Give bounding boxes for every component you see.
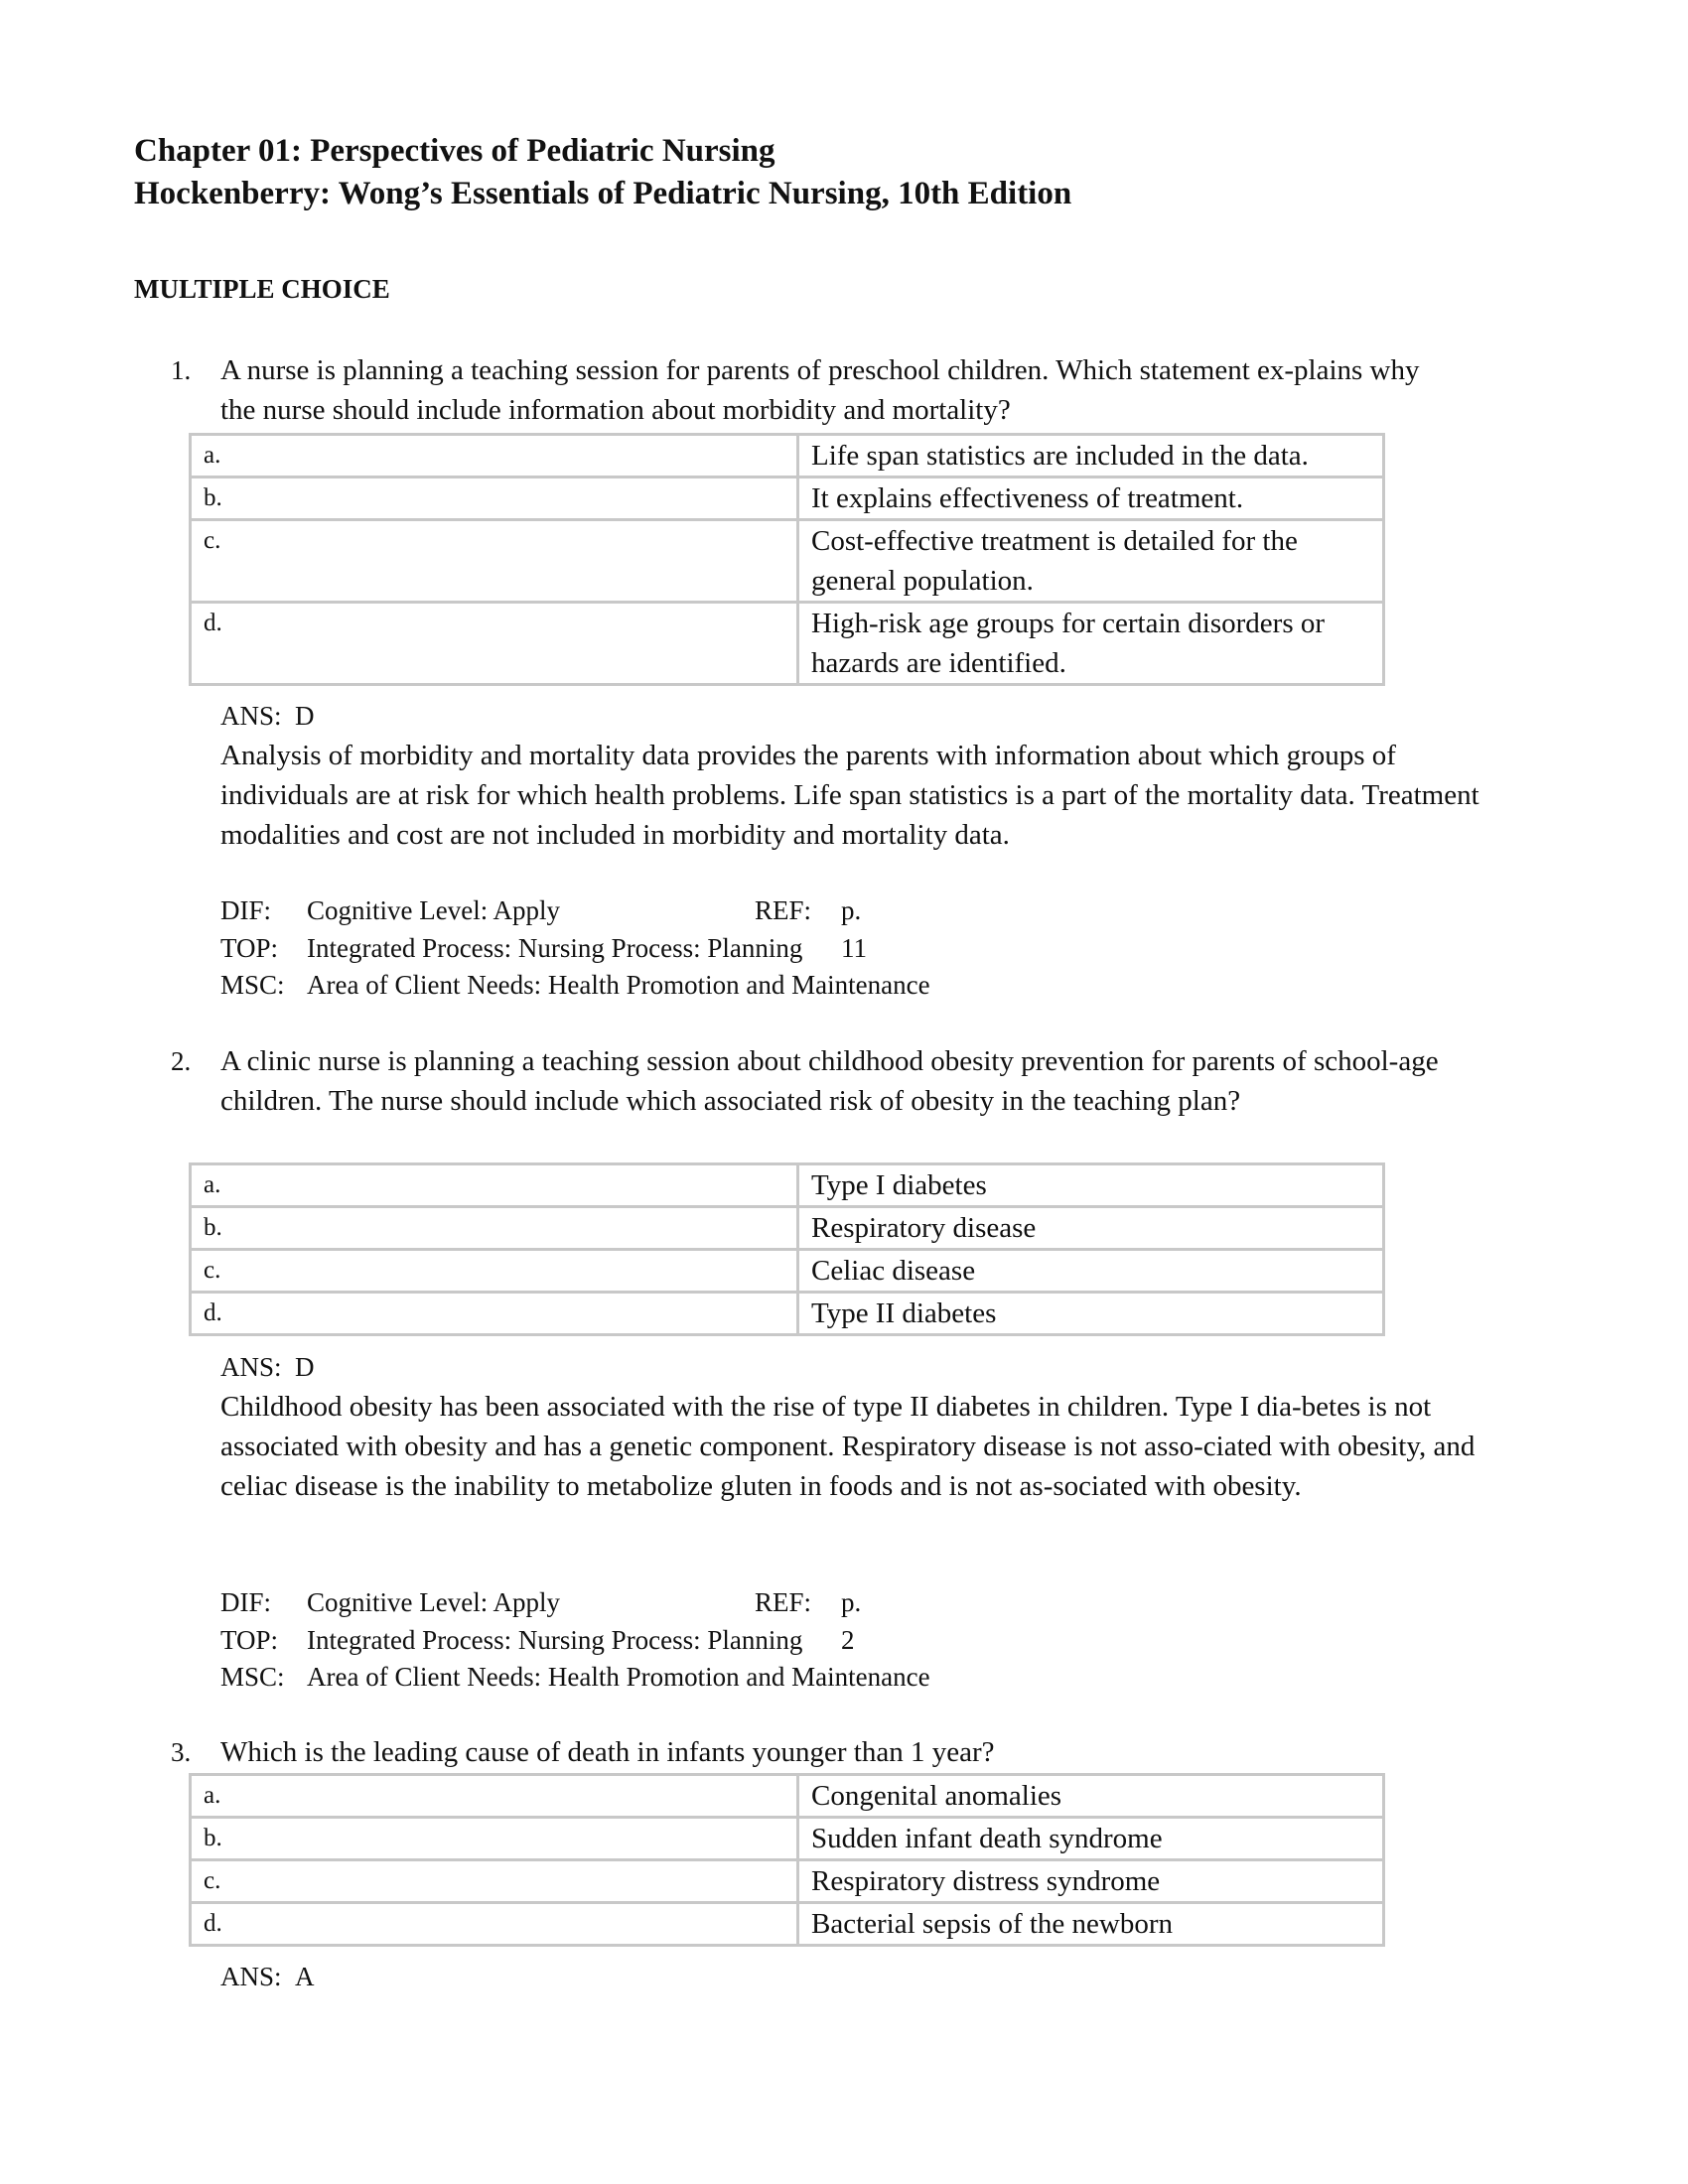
dif-label: DIF:: [220, 895, 272, 925]
msc-label: MSC:: [220, 1662, 285, 1692]
explanation: Analysis of morbidity and mortality data provides the parents with information about which groups of individuals are at risk for which health problems. Life span statistics is a part of the mortality data. Treatment modalities and cost are not included in morbidity and mortality data.: [220, 740, 1479, 851]
dif-value: Cognitive Level: Apply: [307, 895, 560, 925]
option-text: Respiratory disease: [798, 1207, 1384, 1250]
answer-block-2: [220, 1347, 1501, 1506]
top-value: Integrated Process: Nursing Process: Planning: [307, 1624, 803, 1655]
dif-value: Cognitive Level: Apply: [307, 1587, 560, 1617]
option-text: Bacterial sepsis of the newborn: [798, 1903, 1384, 1946]
option-row: [191, 603, 1384, 685]
ans-label: ANS:: [220, 1352, 282, 1382]
option-letter: c.: [191, 1250, 798, 1293]
option-letter: d.: [191, 1903, 798, 1946]
option-text: Life span statistics are included in the data.: [798, 435, 1384, 478]
question-number: 2.: [171, 1046, 192, 1076]
option-row: [191, 1775, 1384, 1818]
ans-value: D: [295, 1352, 315, 1382]
question-number: 3.: [171, 1737, 192, 1767]
option-letter: d.: [191, 603, 798, 685]
option-row: [191, 435, 1384, 478]
msc-value: Area of Client Needs: Health Promotion and Maintenance: [307, 970, 930, 1000]
options-table-3: [189, 1773, 1385, 1947]
question-number: 1.: [171, 355, 192, 385]
ref-value: p. 2: [841, 1587, 862, 1655]
section-heading: MULTIPLE CHOICE: [134, 274, 390, 304]
top-value: Integrated Process: Nursing Process: Planning: [307, 932, 803, 963]
option-letter: b.: [191, 1207, 798, 1250]
option-letter: d.: [191, 1293, 798, 1335]
option-text: Respiratory distress syndrome: [798, 1860, 1384, 1903]
option-text: Sudden infant death syndrome: [798, 1818, 1384, 1860]
option-letter: c.: [191, 520, 798, 603]
option-row: [191, 1207, 1384, 1250]
ans-label: ANS:: [220, 701, 282, 731]
top-label: TOP:: [220, 1624, 279, 1655]
book-title: Hockenberry: Wong’s Essentials of Pediatric Nursing, 10th Edition: [134, 176, 1072, 211]
option-row: [191, 520, 1384, 603]
ref-value: p. 11: [841, 895, 867, 963]
option-text: Congenital anomalies: [798, 1775, 1384, 1818]
options-table-2: [189, 1162, 1385, 1336]
option-row: [191, 1293, 1384, 1335]
option-letter: b.: [191, 1818, 798, 1860]
option-letter: a.: [191, 1775, 798, 1818]
option-row: [191, 1164, 1384, 1207]
dif-label: DIF:: [220, 1587, 272, 1617]
answer-block-3: [220, 1957, 1501, 1996]
chapter-title: Chapter 01: Perspectives of Pediatric Nursing: [134, 133, 775, 169]
option-text: It explains effectiveness of treatment.: [798, 478, 1384, 520]
top-label: TOP:: [220, 932, 279, 963]
question-1: [171, 350, 1452, 430]
option-text: Celiac disease: [798, 1250, 1384, 1293]
option-letter: a.: [191, 435, 798, 478]
question-text: Which is the leading cause of death in infants younger than 1 year?: [220, 1736, 995, 1768]
options-table-1: [189, 433, 1385, 686]
option-row: [191, 1860, 1384, 1903]
option-letter: c.: [191, 1860, 798, 1903]
option-row: [191, 478, 1384, 520]
option-text: High-risk age groups for certain disorders or hazards are identified.: [798, 603, 1384, 685]
ans-label: ANS:: [220, 1962, 282, 1991]
question-text: A nurse is planning a teaching session for parents of preschool children. Which statement ex-plains why the nurse should include information about morbidity and mortality?: [220, 354, 1420, 426]
msc-value: Area of Client Needs: Health Promotion and Maintenance: [307, 1662, 930, 1692]
answer-block-1: [220, 696, 1501, 855]
option-row: [191, 1250, 1384, 1293]
explanation: Childhood obesity has been associated with the rise of type II diabetes in children. Type I dia-betes is not associated with obesity and has a genetic component. Respiratory disease is not asso-ciated with obesity, and celiac disease is the inability to metabolize gluten in foods and is not as-sociated with obesity.: [220, 1391, 1476, 1502]
option-text: Type II diabetes: [798, 1293, 1384, 1335]
option-text: Type I diabetes: [798, 1164, 1384, 1207]
ref-label: REF:: [755, 895, 812, 925]
question-2: [171, 1041, 1452, 1121]
ans-value: A: [295, 1962, 315, 1991]
option-row: [191, 1903, 1384, 1946]
msc-label: MSC:: [220, 970, 285, 1000]
option-letter: a.: [191, 1164, 798, 1207]
ans-value: D: [295, 701, 315, 731]
option-row: [191, 1818, 1384, 1860]
option-text: Cost-effective treatment is detailed for the general population.: [798, 520, 1384, 603]
question-text: A clinic nurse is planning a teaching session about childhood obesity prevention for parents of school-age children. The nurse should include which associated risk of obesity in the teaching plan?: [220, 1045, 1439, 1117]
ref-label: REF:: [755, 1587, 812, 1617]
option-letter: b.: [191, 478, 798, 520]
question-3: [171, 1732, 1452, 1772]
